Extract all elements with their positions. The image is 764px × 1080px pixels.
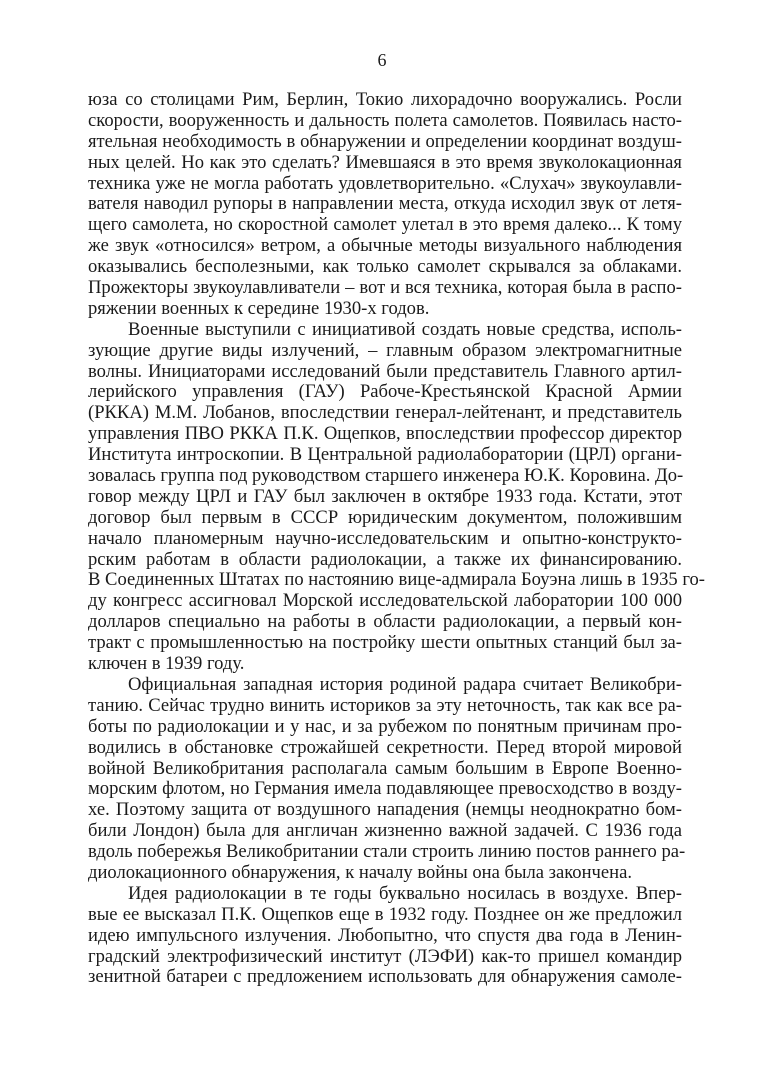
- paragraph: [88, 90, 682, 320]
- text-line: ряжении военных к середине 1930-х годов.: [88, 297, 430, 319]
- text-line: диолокационного обнаружения, к началу войны она была закончена.: [88, 861, 633, 883]
- text-line: ных целей. Но как это сделать? Имевшаяся в это время звуколокационная: [88, 151, 682, 173]
- text-line: В Соединенных Штатах по настоянию вице-адмирала Боуэна лишь в 1935 го-: [88, 569, 705, 591]
- text-line: вые ее высказал П.К. Ощепков еще в 1932 году. Позднее он же предложил: [88, 903, 682, 925]
- text-line: идею импульсного излучения. Любопытно, что спустя два года в Ленин-: [88, 924, 682, 946]
- paragraph: [88, 884, 682, 988]
- text-line: (РККА) М.М. Лобанов, впоследствии генерал-лейтенант, и представитель: [88, 402, 682, 424]
- text-line: щего самолета, но скоростной самолет улетал в это время далеко... К тому: [88, 214, 682, 236]
- text-line: тракт с промышленностью на постройку шести опытных станций был за-: [88, 632, 682, 654]
- text-line: водились в обстановке строжайшей секретности. Перед второй мировой: [88, 736, 682, 758]
- text-line: ятельная необходимость в обнаружении и определении координат воздуш-: [88, 130, 682, 152]
- text-line: же звук «относился» ветром, а обычные методы визуального наблюдения: [88, 235, 682, 257]
- text-line: танию. Сейчас трудно винить историков за эту неточность, так как все ра-: [88, 694, 682, 716]
- text-line: техника уже не могла работать удовлетворительно. «Слухач» звукоулавли-: [88, 172, 682, 194]
- text-line: волны. Инициаторами исследований были представитель Главного артил-: [88, 360, 682, 382]
- text-line: зовалась группа под руководством старшего инженера Ю.К. Коровина. До-: [88, 465, 684, 487]
- text-line: войной Великобритания располагала самым большим в Европе Военно-: [88, 757, 682, 779]
- text-line: Прожекторы звукоулавливатели – вот и вся техника, которая была в распо-: [88, 277, 682, 299]
- text-line: рским работам в области радиолокации, а также их финансированию.: [88, 548, 682, 570]
- text-line: Института интроскопии. В Центральной радиолаборатории (ЦРЛ) органи-: [88, 444, 682, 466]
- text-line: зенитной батареи с предложением использовать для обнаружения самоле-: [88, 966, 682, 988]
- text-line: лерийского управления (ГАУ) Рабоче-Крестьянской Красной Армии: [88, 381, 682, 403]
- text-line: юза со столицами Рим, Берлин, Токио лихорадочно вооружались. Росли: [88, 89, 682, 110]
- text-line: хе. Поэтому защита от воздушного нападения (немцы неоднократно бом-: [88, 799, 682, 821]
- text-line: боты по радиолокации и у нас, и за рубежом по понятным причинам про-: [88, 715, 682, 737]
- text-line: говор между ЦРЛ и ГАУ был заключен в октябре 1933 года. Кстати, этот: [88, 485, 682, 507]
- text-line: зующие другие виды излучений, – главным образом электромагнитные: [88, 339, 682, 361]
- text-line: Официальная западная история родиной радара считает Великобри-: [128, 673, 682, 695]
- body-text: [88, 89, 705, 988]
- page-number: 6: [377, 50, 387, 70]
- text-line: градский электрофизический институт (ЛЭФИ) как-то пришел командир: [88, 945, 682, 967]
- text-line: вдоль побережья Великобритании стали строить линию постов раннего ра-: [88, 841, 686, 863]
- text-line: Идея радиолокации в те годы буквально носилась в воздухе. Впер-: [128, 882, 682, 904]
- text-line: долларов специально на работы в области радиолокации, а первый кон-: [88, 611, 682, 633]
- text-line: договор был первым в СССР юридическим документом, положившим: [88, 506, 682, 528]
- text-line: били Лондон) была для англичан жизненно важной задачей. С 1936 года: [88, 820, 682, 842]
- text-line: морским флотом, но Германия имела подавляющее превосходство в возду-: [88, 778, 682, 800]
- paragraph: [88, 673, 686, 884]
- text-line: начало планомерным научно-исследовательским и опытно-конструкто-: [88, 527, 682, 549]
- text-line: управления ПВО РККА П.К. Ощепков, впоследствии профессор директор: [88, 423, 682, 445]
- text-line: скорости, вооруженность и дальность полета самолетов. Появилась насто-: [88, 109, 682, 131]
- text-line: вателя наводил рупоры в направлении места, откуда исходил звук от летя-: [88, 193, 682, 215]
- text-line: Военные выступили с инициативой создать новые средства, исполь-: [128, 318, 682, 340]
- paragraph: [88, 318, 705, 675]
- text-line: ду конгресс ассигновал Морской исследовательской лаборатории 100 000: [88, 590, 682, 612]
- text-line: оказывались бесполезными, как только самолет скрывался за облаками.: [88, 256, 682, 278]
- text-line: ключен в 1939 году.: [88, 653, 245, 675]
